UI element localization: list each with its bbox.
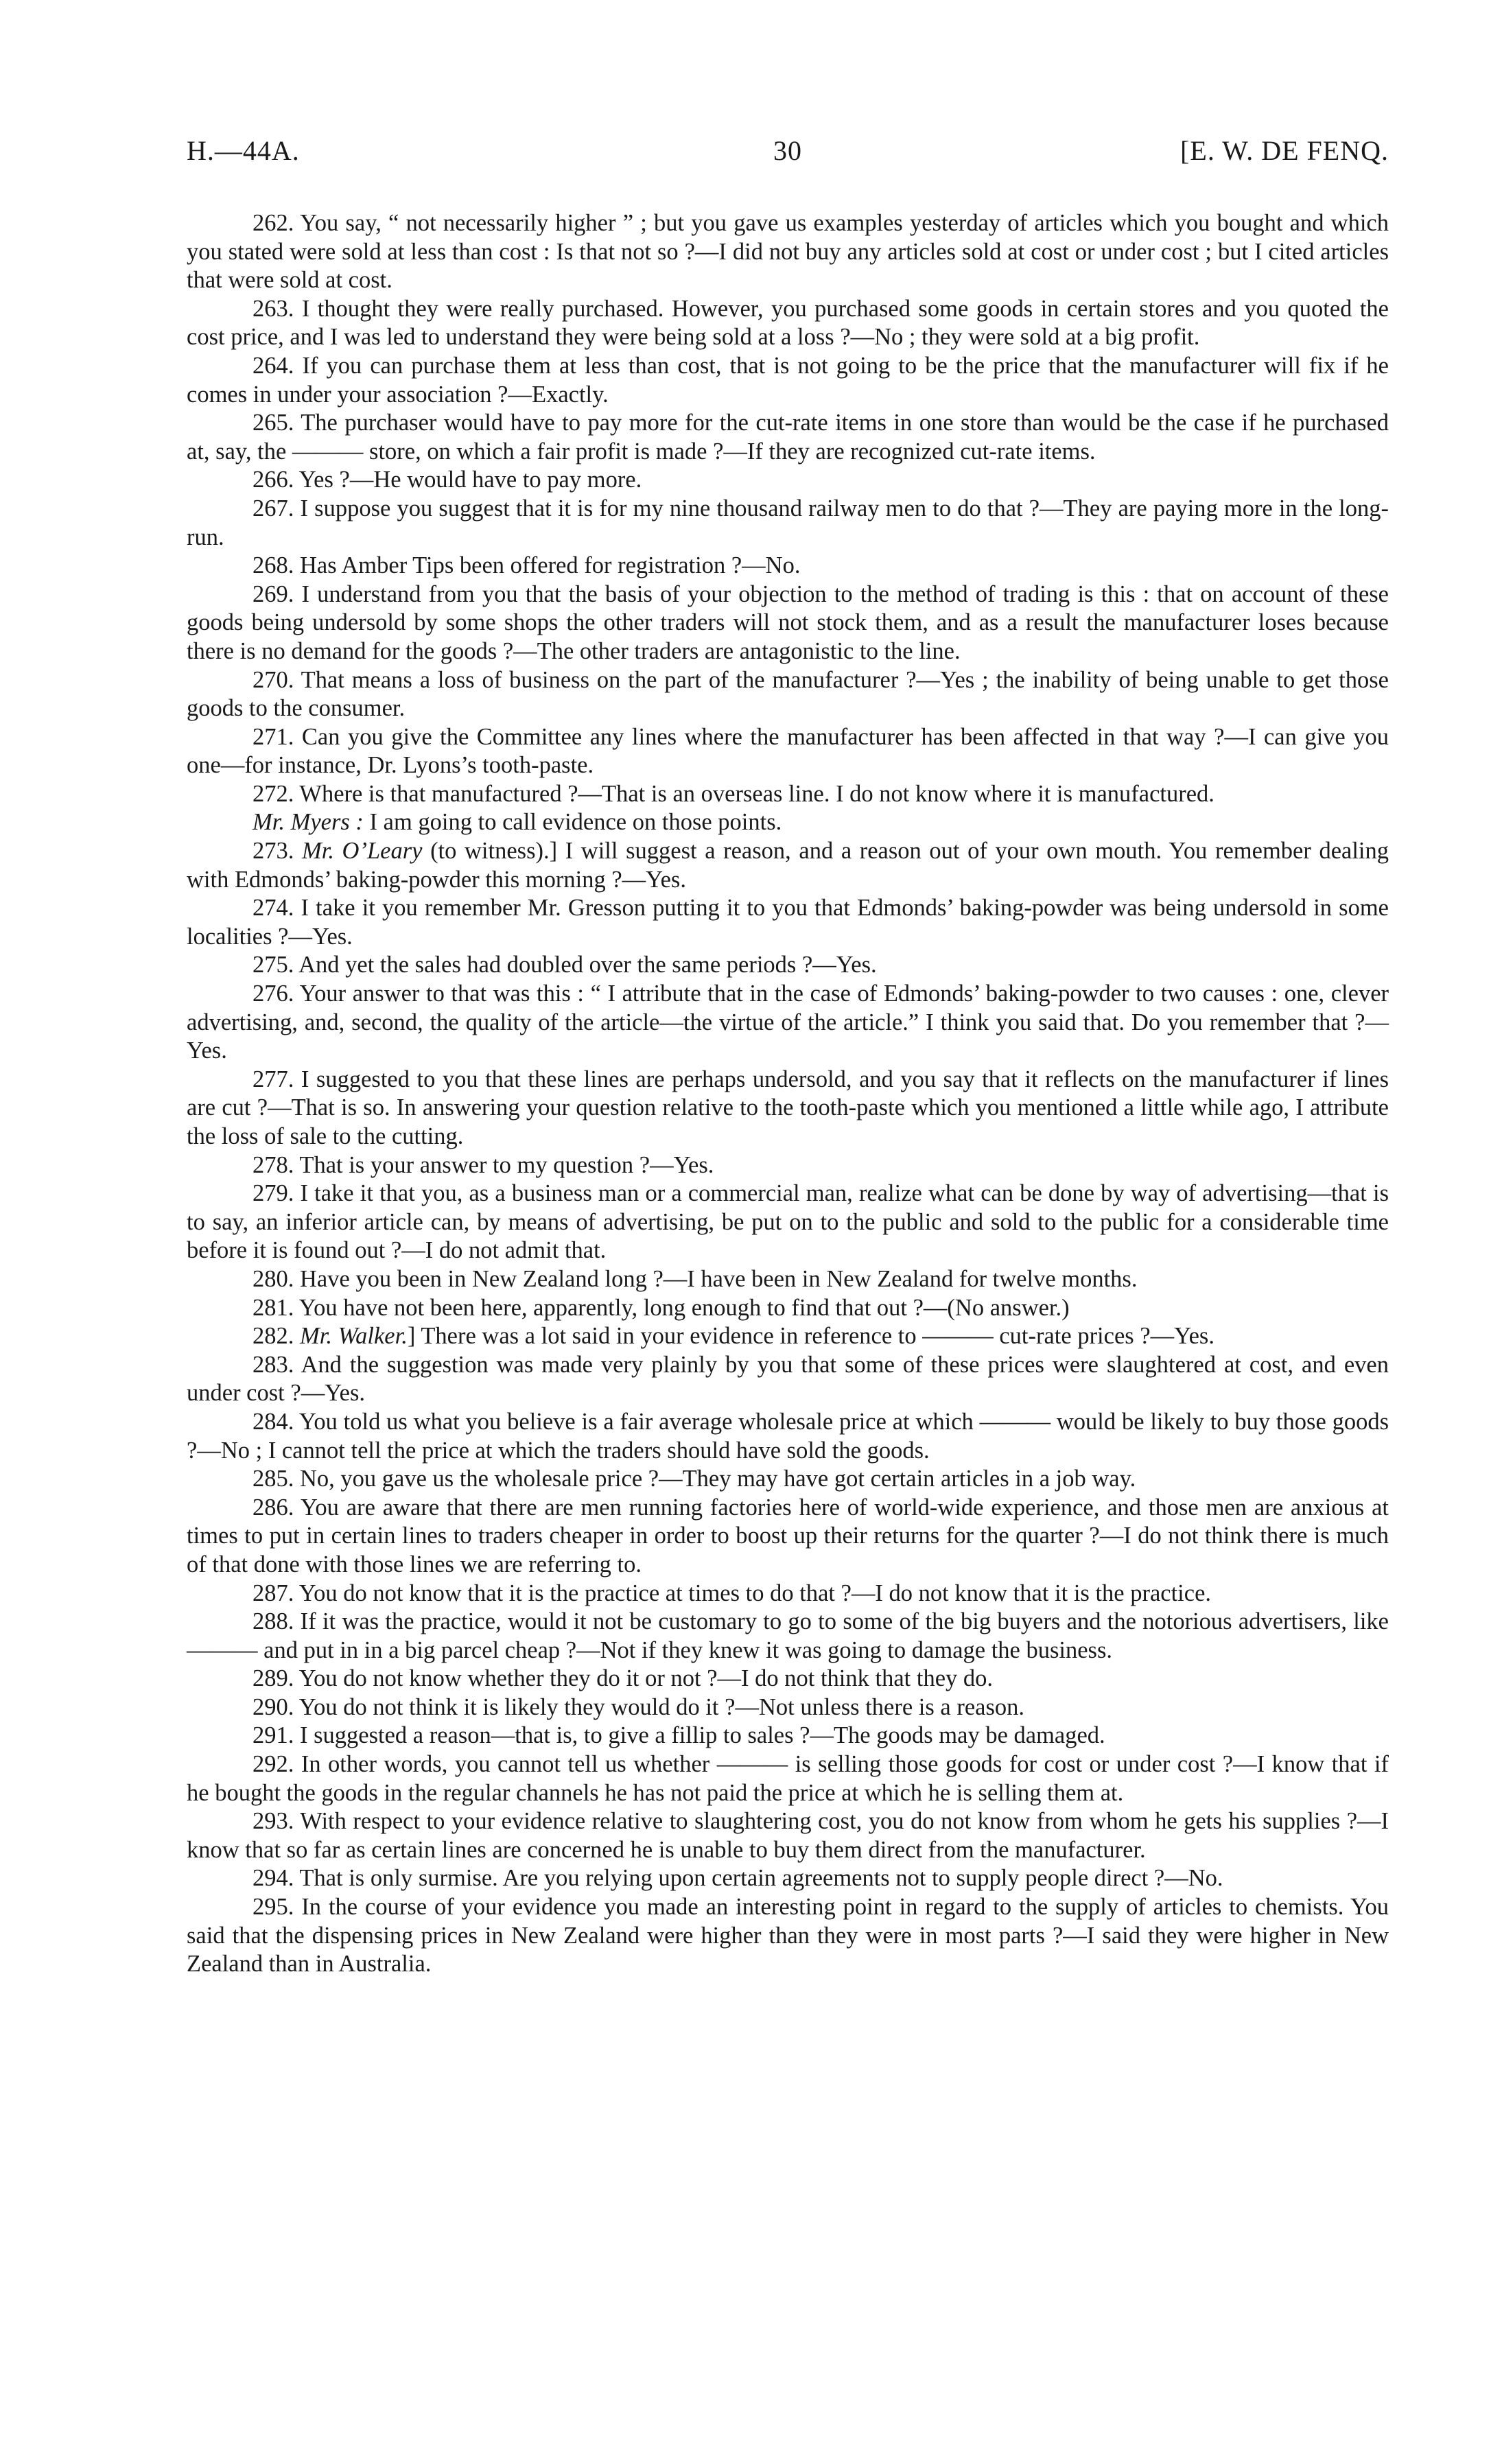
para-text: 268. Has Amber Tips been offered for registration ?—No. (253, 552, 801, 579)
para-text: 281. You have not been here, apparently, long enough to find that out ?—(No answer.) (253, 1294, 1070, 1321)
question-287 (187, 1580, 1389, 1608)
question-280 (187, 1265, 1389, 1294)
para-text: 280. Have you been in New Zealand long ?—I have been in New Zealand for twelve months. (253, 1265, 1138, 1292)
para-text: 265. The purchaser would have to pay more for the cut-rate items in one store than would be the case if he purchased at, say, the ——— store, on which a fair profit is made ?—If they are recognized cut-rate items. (187, 410, 1389, 465)
question-268 (187, 552, 1389, 580)
witness-name: [E. W. DE FENQ. (1180, 135, 1389, 166)
para-number: 282. (253, 1323, 300, 1350)
para-number: 273. (253, 838, 302, 865)
evidence-transcript (187, 209, 1389, 1979)
para-text: 284. You told us what you believe is a fair average wholesale price at which ——— would be likely to buy those goods ?—No ; I cannot tell the price at which the traders should have sold the goods. (187, 1408, 1389, 1464)
speaker-name: Mr. Myers : (253, 809, 364, 836)
para-text: (to witness).] I will suggest a reason, and a reason out of your own mouth. You remember dealing with Edmonds’ baking-powder this morning ?—Yes. (187, 838, 1389, 893)
question-286 (187, 1494, 1389, 1580)
para-text: 270. That means a loss of business on the part of the manufacturer ?—Yes ; the inability of being unable to get those goods to the consumer. (187, 666, 1389, 722)
para-text: 276. Your answer to that was this : “ I attribute that in the case of Edmonds’ baking-powder to two causes : one, clever advertising, and, second, the quality of the article—the virtue of the article.” I think you said that. Do you remember that ?—Yes. (187, 981, 1389, 1064)
question-284 (187, 1408, 1389, 1465)
para-text: 291. I suggested a reason—that is, to give a fillip to sales ?—The goods may be damaged. (253, 1722, 1105, 1749)
para-text: 287. You do not know that it is the practice at times to do that ?—I do not know that it is the practice. (253, 1580, 1212, 1606)
para-text: 275. And yet the sales had doubled over the same periods ?—Yes. (253, 952, 877, 978)
para-text: 292. In other words, you cannot tell us whether ——— is selling those goods for cost or under cost ?—I know that if he bought the goods in the regular channels he has not paid the price at which he is selling them at. (187, 1751, 1389, 1806)
question-274 (187, 894, 1389, 951)
question-288 (187, 1608, 1389, 1665)
para-text: 263. I thought they were really purchased. However, you purchased some goods in certain stores and you quoted the cost price, and I was led to understand they were being sold at a loss ?—No ; they were sold at a big profit. (187, 295, 1389, 351)
question-267 (187, 495, 1389, 552)
para-text: 283. And the suggestion was made very plainly by you that some of these prices were slaughtered at cost, and even under cost ?—Yes. (187, 1351, 1389, 1407)
para-text: 271. Can you give the Committee any lines where the manufacturer has been affected in that way ?—I can give you one—for instance, Dr. Lyons’s tooth-paste. (187, 723, 1389, 779)
para-text: 294. That is only surmise. Are you relying upon certain agreements not to supply people direct ?—No. (253, 1865, 1223, 1892)
question-269 (187, 580, 1389, 666)
para-text: 289. You do not know whether they do it or not ?—I do not think that they do. (253, 1665, 994, 1692)
question-292 (187, 1750, 1389, 1807)
question-279 (187, 1180, 1389, 1265)
question-290 (187, 1693, 1389, 1722)
interjection-myers (187, 808, 1389, 837)
para-text: 295. In the course of your evidence you made an interesting point in regard to the supply of articles to chemists. You said that the dispensing prices in New Zealand were higher than they were in most parts ?—I said they were higher in New Zealand than in Australia. (187, 1894, 1389, 1978)
para-text: 266. Yes ?—He would have to pay more. (253, 467, 642, 493)
question-264 (187, 352, 1389, 409)
para-text: 285. No, you gave us the wholesale price ?—They may have got certain articles in a job way. (253, 1466, 1136, 1492)
speaker-name: Mr. O’Leary (301, 838, 423, 865)
para-text: 267. I suppose you suggest that it is for my nine thousand railway men to do that ?—They are paying more in the long-run. (187, 495, 1389, 550)
para-text: ] There was a lot said in your evidence in reference to ——— cut-rate prices ?—Yes. (407, 1323, 1214, 1350)
para-text: 288. If it was the practice, would it not be customary to go to some of the big buyers and the notorious advertisers, like ——— and put in in a big parcel cheap ?—Not if they knew it was going to damage the business. (187, 1608, 1389, 1663)
para-text: 264. If you can purchase them at less than cost, that is not going to be the price that the manufacturer will fix if he comes in under your association ?—Exactly. (187, 352, 1389, 408)
question-275 (187, 951, 1389, 980)
question-278 (187, 1151, 1389, 1180)
para-text: I am going to call evidence on those points. (363, 809, 782, 836)
question-271 (187, 723, 1389, 780)
para-text: 277. I suggested to you that these lines are perhaps undersold, and you say that it reflects on the manufacturer if lines are cut ?—That is so. In answering your question relative to the tooth-paste which you mentioned a little while ago, I attribute the loss of sale to the cutting. (187, 1066, 1389, 1149)
question-263 (187, 295, 1389, 352)
para-text: 279. I take it that you, as a business man or a commercial man, realize what can be done by way of advertising—that is to say, an inferior article can, by means of advertising, be put on to the public and sold to the public for a considerable time before it is found out ?—I do not admit that. (187, 1180, 1389, 1264)
para-text: 262. You say, “ not necessarily higher ” ; but you gave us examples yesterday of articles which you bought and which you stated were sold at less than cost : Is that not so ?—I did not buy any articles sold at cost or under cost ; but I cited articles that were sold at cost. (187, 210, 1389, 294)
para-text: 293. With respect to your evidence relative to slaughtering cost, you do not know from whom he gets his supplies ?—I know that so far as certain lines are concerned he is unable to buy them direct from the manufacturer. (187, 1808, 1389, 1863)
para-text: 269. I understand from you that the basis of your objection to the method of trading is this : that on account of these goods being undersold by some shops the other traders will not stock them, and as a result the manufacturer loses because there is no demand for the goods ?—The other traders are antagonistic to the line. (187, 580, 1389, 664)
page-number: 30 (773, 135, 802, 166)
question-291 (187, 1722, 1389, 1750)
question-272 (187, 780, 1389, 809)
question-276 (187, 980, 1389, 1066)
question-282 (187, 1322, 1389, 1351)
question-281 (187, 1294, 1389, 1323)
para-text: 286. You are aware that there are men running factories here of world-wide experience, and those men are anxious at times to put in certain lines to traders cheaper in order to boost up their returns for the quarter ?—I do not think there is much of that done with those lines we are referring to. (187, 1494, 1389, 1577)
para-text: 272. Where is that manufactured ?—That is an overseas line. I do not know where it is manufactured. (253, 780, 1214, 807)
question-295 (187, 1893, 1389, 1979)
question-266 (187, 466, 1389, 495)
question-294 (187, 1864, 1389, 1893)
question-277 (187, 1066, 1389, 1151)
para-text: 278. That is your answer to my question ?—Yes. (253, 1151, 714, 1178)
running-header (187, 134, 1389, 176)
speaker-name: Mr. Walker. (300, 1323, 408, 1350)
question-265 (187, 409, 1389, 466)
report-reference: H.—44A. (187, 135, 300, 166)
question-285 (187, 1465, 1389, 1494)
question-273 (187, 837, 1389, 894)
question-293 (187, 1807, 1389, 1864)
question-262 (187, 209, 1389, 295)
para-text: 274. I take it you remember Mr. Gresson putting it to you that Edmonds’ baking-powder was being undersold in some localities ?—Yes. (187, 895, 1389, 950)
question-283 (187, 1351, 1389, 1408)
question-270 (187, 666, 1389, 723)
question-289 (187, 1665, 1389, 1693)
para-text: 290. You do not think it is likely they would do it ?—Not unless there is a reason. (253, 1693, 1025, 1720)
